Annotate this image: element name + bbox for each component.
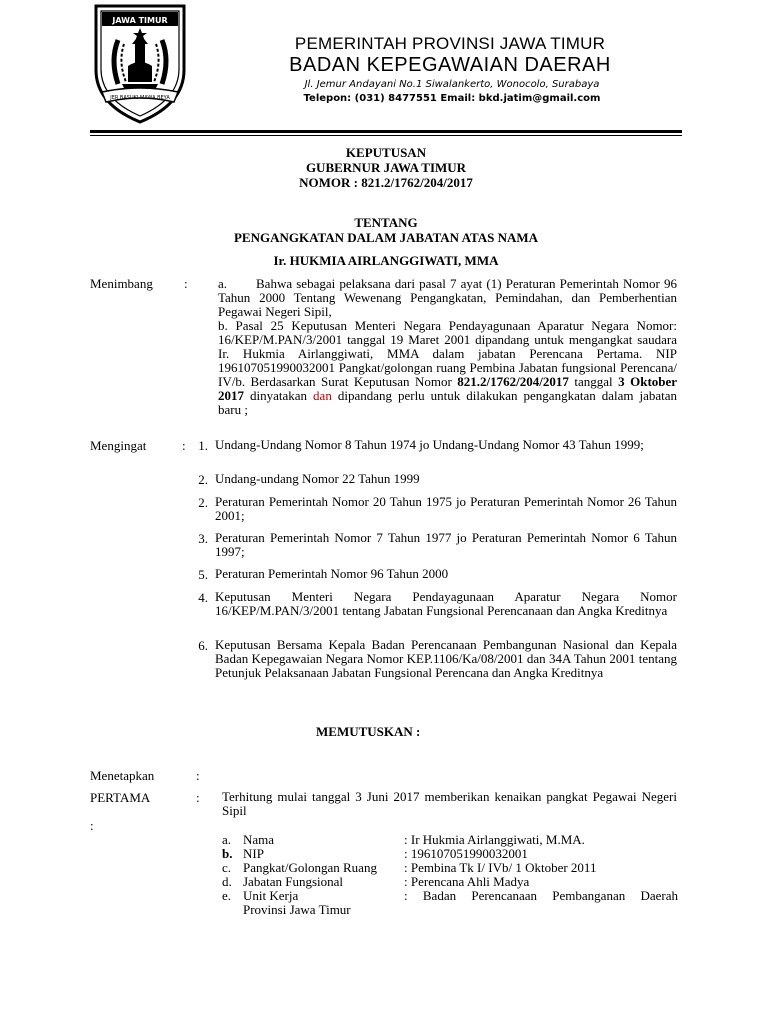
mengingat-colon: : [182,438,186,453]
decree-subject: PENGANGKATAN DALAM JABATAN ATAS NAMA [233,230,539,245]
letterhead-rule-thin [90,135,682,136]
menimbang-a-marker: a. [218,276,228,291]
mengingat-item-number: 3. [198,531,208,546]
menimbang-b-text-4: dipandang perlu untuk dilakukan pengangkatan dalam jabatan baru ; [218,388,678,417]
detail-label-nama: Nama [243,832,275,847]
menimbang-colon: : [184,276,188,291]
mengingat-item: Peraturan Pemerintah Nomor 20 Tahun 1975 jo Peraturan Pemerintah Nomor 26 Tahun 2001; [215,494,677,523]
detail-marker: b. [222,846,233,861]
detail-label-nip: NIP [243,846,264,861]
detail-value-jabatan: : Perencana Ahli Madya [404,874,530,889]
mengingat-item-number: 4. [198,590,208,605]
detail-value-nip: : 196107051990032001 [404,846,528,861]
menimbang-b-highlight: dan [313,388,332,403]
detail-value-nama: : Ir Hukmia Airlanggiwati, M.MA. [404,832,585,847]
menimbang-b-text-1: b. Pasal 25 Keputusan Menteri Negara Pendayagunaan Aparatur Negara Nomor: 16/KEP/M.PAN/3/2001 tanggal 19 Maret 2001 dipandang untuk mengangkat saudara Ir. Hukmia Airlanggiwati, MMA dalam jabatan Perencana Pertama. NIP 196107051990032001 Pangkat/golongan ruang Pembina Jabatan fungsional Perencana/ IV/b. Berdasarkan Surat Keputusan Nomor [218,318,677,389]
pertama-label: PERTAMA [90,790,151,805]
mengingat-item: Peraturan Pemerintah Nomor 7 Tahun 1977 jo Peraturan Pemerintah Nomor 6 Tahun 1997; [215,530,677,559]
logo-top-text: JAWA TIMUR [112,16,168,25]
menetapkan-label: Menetapkan [90,768,155,783]
pertama-stray-colon: : [90,818,94,833]
decree-issuer: GUBERNUR JAWA TIMUR [305,160,467,175]
memutuskan-heading: MEMUTUSKAN : [316,724,421,739]
jawa-timur-coat-of-arms-logo [88,0,192,124]
mengingat-item-number: 2. [198,495,208,510]
menimbang-b-text-3: dinyatakan [250,388,308,403]
agency-address: Jl. Jemur Andayani No.1 Siwalankerto, Wonocolo, Surabaya [304,79,600,90]
decree-about-label: TENTANG [354,215,418,230]
decree-number: NOMOR : 821.2/1762/204/2017 [299,175,473,190]
menimbang-point-a: Bahwa sebagai pelaksana dari pasal 7 ayat (1) Peraturan Pemerintah Nomor 96 Tahun 2000 Tentang Wewenang Pengangkatan, Pemindahan, dan Pemberhentian Pegawai Negeri Sipil, [218,276,677,319]
menetapkan-colon: : [196,768,200,783]
decree-heading: KEPUTUSAN [345,145,427,160]
letterhead-rule-thick [90,130,682,133]
menimbang-b-decree-date: 3 Oktober 2017 [218,374,678,403]
detail-marker: e. [222,888,232,903]
menimbang-b-text-2: tanggal [574,374,613,389]
detail-value-unit-kerja: : Badan Perencanaan Pembanganan Daerah [404,888,678,903]
mengingat-item-number: 2. [198,472,208,487]
menimbang-label: Menimbang [90,276,153,291]
agency-contact: Telepon: (031) 8477551 Email: bkd.jatim@gmail.com [303,93,601,104]
pertama-text: Terhitung mulai tanggal 3 Juni 2017 memberikan kenaikan pangkat Pegawai Negeri Sipil [222,789,677,818]
detail-marker: a. [222,832,232,847]
mengingat-item-number: 1. [198,438,208,453]
detail-label-pangkat: Pangkat/Golongan Ruang [243,860,377,875]
government-line: PEMERINTAH PROVINSI JAWA TIMUR [294,34,606,53]
pertama-colon: : [196,790,200,805]
menimbang-point-b [218,319,677,417]
detail-label-jabatan: Jabatan Fungsional [243,874,344,889]
mengingat-label: Mengingat [90,438,147,453]
agency-name: BADAN KEPEGAWAIAN DAERAH [289,54,611,76]
mengingat-item: Keputusan Bersama Kepala Badan Perencanaan Pembangunan Nasional dan Kepala Badan Kepegawaian Negara Nomor KEP.1106/Ka/08/2001 dan 34A Tahun 2001 tentang Petunjuk Pelaksanaan Jabatan Fungsional Perencana dan Angka Kreditnya [215,637,677,680]
detail-value-pangkat: : Pembina Tk I/ IVb/ 1 Oktober 2011 [404,860,597,875]
menimbang-b-decree-number: 821.2/1762/204/2017 [457,374,569,389]
mengingat-item: Undang-undang Nomor 22 Tahun 1999 [215,471,420,486]
detail-label-unit-kerja: Unit Kerja [243,888,299,903]
detail-marker: d. [222,874,232,889]
decree-person-name: Ir. HUKMIA AIRLANGGIWATI, MMA [273,253,499,268]
mengingat-item-number: 6. [198,638,208,653]
mengingat-item: Undang-Undang Nomor 8 Tahun 1974 jo Undang-Undang Nomor 43 Tahun 1999; [215,437,644,452]
detail-unit-kerja-line2: Provinsi Jawa Timur [243,902,351,917]
detail-marker: c. [222,860,232,875]
mengingat-item: Peraturan Pemerintah Nomor 96 Tahun 2000 [215,566,449,581]
logo-ribbon-text: JER BASUKI MAWA BEYA [110,95,170,101]
mengingat-item: Keputusan Menteri Negara Pendayagunaan Aparatur Negara Nomor 16/KEP/M.PAN/3/2001 tentang Jabatan Fungsional Perencanaan dan Angka Kreditnya [215,589,677,618]
mengingat-item-number: 5. [198,567,208,582]
